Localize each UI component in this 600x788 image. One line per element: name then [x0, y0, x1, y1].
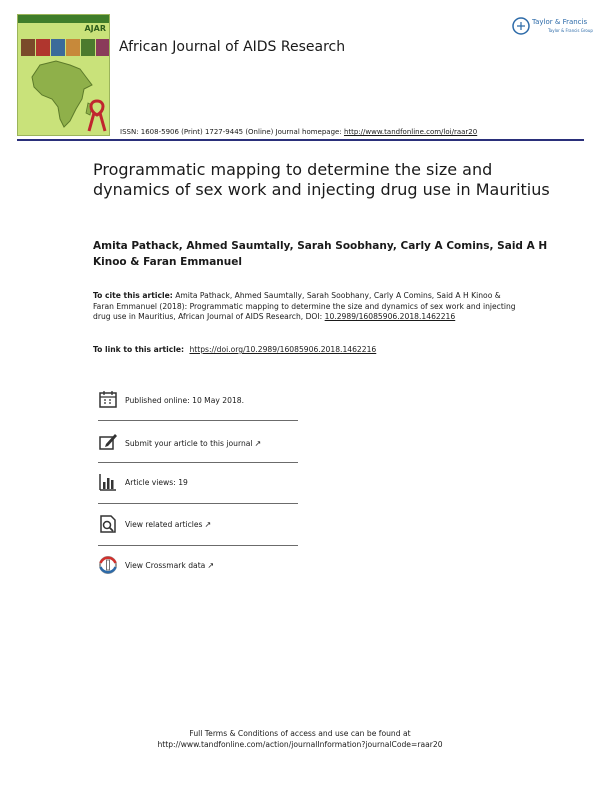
publisher-name: Taylor & Francis [532, 18, 588, 26]
cover-photo [21, 39, 35, 56]
publisher-logo-icon [511, 16, 531, 36]
edit-icon [98, 431, 118, 451]
footer-terms-link[interactable]: http://www.tandfonline.com/action/journalInformation?journalCode=raar20 [157, 740, 443, 749]
cover-photo [81, 39, 95, 56]
divider [98, 545, 298, 546]
publisher-logo [511, 16, 593, 38]
related-row[interactable] [98, 514, 298, 548]
divider [98, 462, 298, 463]
crossmark-row[interactable] [98, 555, 298, 589]
footer [0, 728, 600, 750]
issn-text: ISSN: 1608-5906 (Print) 1727-9445 (Online) Journal homepage: [120, 128, 342, 136]
article-doi-link[interactable]: https://doi.org/10.2989/16085906.2018.1462216 [189, 345, 377, 354]
bar-chart-icon [98, 472, 118, 492]
published-row [98, 389, 298, 423]
article-authors: Amita Pathack, Ahmed Saumtally, Sarah Soobhany, Carly A Comins, Said A H Kinoo & Faran Emmanuel [93, 240, 548, 268]
crossmark-label: View Crossmark data [125, 561, 206, 570]
publisher-group: Taylor & Francis Group [548, 28, 593, 33]
divider [98, 503, 298, 504]
cover-journal-code: AJAR [84, 24, 106, 33]
header-rule [17, 139, 584, 141]
crossmark-link[interactable] [125, 561, 214, 570]
link-label: To link to this article: [93, 345, 185, 354]
related-articles-icon [98, 514, 118, 534]
divider [98, 420, 298, 421]
red-ribbon-icon [86, 99, 108, 133]
related-articles-label: View related articles [125, 520, 203, 529]
article-link-line [93, 345, 376, 354]
cite-text: Amita Pathack, Ahmed Saumtally, Sarah Soobhany, Carly A Comins, Said A H Kinoo & Faran Emmanuel (2018): Programmatic mapping to determine the size and dynamics of sex work and injecting drug use in Mauritius, African Journal of AIDS Research, DOI: [93, 291, 516, 321]
cover-photo [36, 39, 50, 56]
article-title: Programmatic mapping to determine the size and dynamics of sex work and injecting drug use in Mauritius [93, 160, 550, 199]
cover-photo [51, 39, 65, 56]
cite-doi-link[interactable]: 10.2989/16085906.2018.1462216 [324, 312, 456, 321]
cite-label: To cite this article: [93, 291, 173, 300]
crossmark-icon [98, 555, 118, 575]
submit-article-link[interactable] [125, 439, 261, 448]
cover-photo [66, 39, 80, 56]
cover-photo [96, 39, 110, 56]
external-link-icon: ↗ [254, 439, 262, 448]
calendar-icon [98, 389, 118, 409]
external-link-icon: ↗ [207, 561, 215, 570]
cover-top-bar [18, 15, 109, 23]
footer-terms-text: Full Terms & Conditions of access and use can be found at [189, 729, 411, 738]
submit-article-label: Submit your article to this journal [125, 439, 253, 448]
published-date: Published online: 10 May 2018. [125, 396, 245, 405]
submit-row[interactable] [98, 431, 298, 465]
issn-line [120, 128, 477, 136]
views-row [98, 472, 298, 506]
citation-block [93, 291, 523, 323]
journal-cover-image [17, 14, 110, 136]
journal-homepage-link[interactable]: http://www.tandfonline.com/loi/raar20 [343, 128, 478, 136]
external-link-icon: ↗ [204, 520, 212, 529]
article-views: Article views: 19 [125, 478, 188, 487]
journal-title: African Journal of AIDS Research [119, 39, 346, 55]
related-articles-link[interactable] [125, 520, 211, 529]
